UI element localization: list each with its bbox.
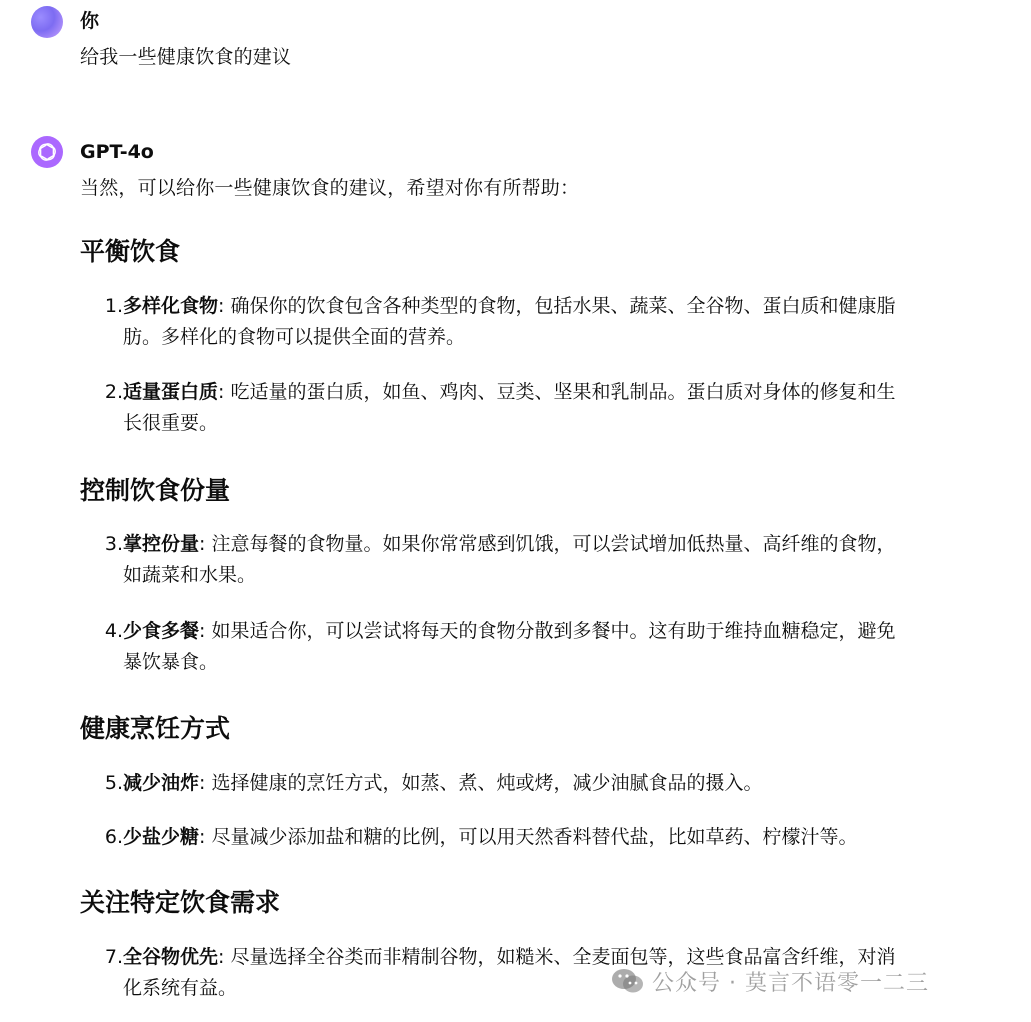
list-item-text: : 选择健康的烹饪方式，如蒸、煮、炖或烤，减少油腻食品的摄入。 xyxy=(199,772,763,794)
list-item xyxy=(96,377,1006,439)
list-item-text-continued: 暴饮暴食。 xyxy=(123,651,219,673)
list-item-number: 6. xyxy=(104,826,123,848)
list-item-number: 5. xyxy=(104,772,123,794)
list-item-text: : 注意每餐的食物量。如果你常常感到饥饿，可以尝试增加低热量、高纤维的食物， xyxy=(199,533,896,555)
openai-logo-icon xyxy=(36,141,58,163)
list-item xyxy=(96,529,1006,591)
list-item-text: : 如果适合你，可以尝试将每天的食物分散到多餐中。这有助于维持血糖稳定，避免 xyxy=(199,620,896,642)
list-item xyxy=(96,616,1006,678)
list-item-text: : 吃适量的蛋白质，如鱼、鸡肉、豆类、坚果和乳制品。蛋白质对身体的修复和生 xyxy=(218,381,896,403)
section-heading: 关注特定饮食需求 xyxy=(80,888,281,917)
section-heading: 健康烹饪方式 xyxy=(80,714,231,743)
list-item-title: 多样化食物 xyxy=(123,295,219,317)
watermark-text: 公众号 · 莫言不语零一二三 xyxy=(652,970,929,996)
list-item-number: 7. xyxy=(104,946,123,968)
wechat-icon xyxy=(610,966,646,996)
list-item xyxy=(96,822,1006,853)
list-item-text-continued: 长很重要。 xyxy=(123,412,219,434)
gpt-avatar xyxy=(31,136,63,168)
list-item-text-continued: 肪。多样化的食物可以提供全面的营养。 xyxy=(123,326,466,348)
list-item-title: 减少油炸 xyxy=(123,772,200,794)
section-heading: 平衡饮食 xyxy=(80,237,181,266)
user-message-text: 给我一些健康饮食的建议 xyxy=(80,46,292,68)
user-avatar xyxy=(31,6,63,38)
list-item xyxy=(96,291,1006,353)
assistant-author-name: GPT-4o xyxy=(80,141,154,163)
list-item xyxy=(96,768,1006,799)
list-item-number: 1. xyxy=(104,295,123,317)
list-item-title: 掌控份量 xyxy=(123,533,200,555)
list-item-number: 2. xyxy=(104,381,123,403)
list-item-text: : 确保你的饮食包含各种类型的食物，包括水果、蔬菜、全谷物、蛋白质和健康脂 xyxy=(218,295,896,317)
assistant-intro-text: 当然，可以给你一些健康饮食的建议，希望对你有所帮助： xyxy=(80,177,580,199)
list-item-number: 4. xyxy=(104,620,123,642)
list-item-text-continued: 如蔬菜和水果。 xyxy=(123,564,257,586)
list-item-title: 少食多餐 xyxy=(123,620,200,642)
list-item-text: : 尽量选择全谷类而非精制谷物，如糙米、全麦面包等，这些食品富含纤维，对消 xyxy=(218,946,896,968)
list-item-text: : 尽量减少添加盐和糖的比例，可以用天然香料替代盐，比如草药、柠檬汁等。 xyxy=(199,826,858,848)
list-item-title: 适量蛋白质 xyxy=(123,381,219,403)
section-heading: 控制饮食份量 xyxy=(80,476,231,505)
user-author-name: 你 xyxy=(80,10,100,32)
list-item-number: 3. xyxy=(104,533,123,555)
list-item-text-continued: 化系统有益。 xyxy=(123,977,238,999)
watermark xyxy=(610,964,929,998)
list-item-title: 少盐少糖 xyxy=(123,826,200,848)
list-item-title: 全谷物优先 xyxy=(123,946,219,968)
